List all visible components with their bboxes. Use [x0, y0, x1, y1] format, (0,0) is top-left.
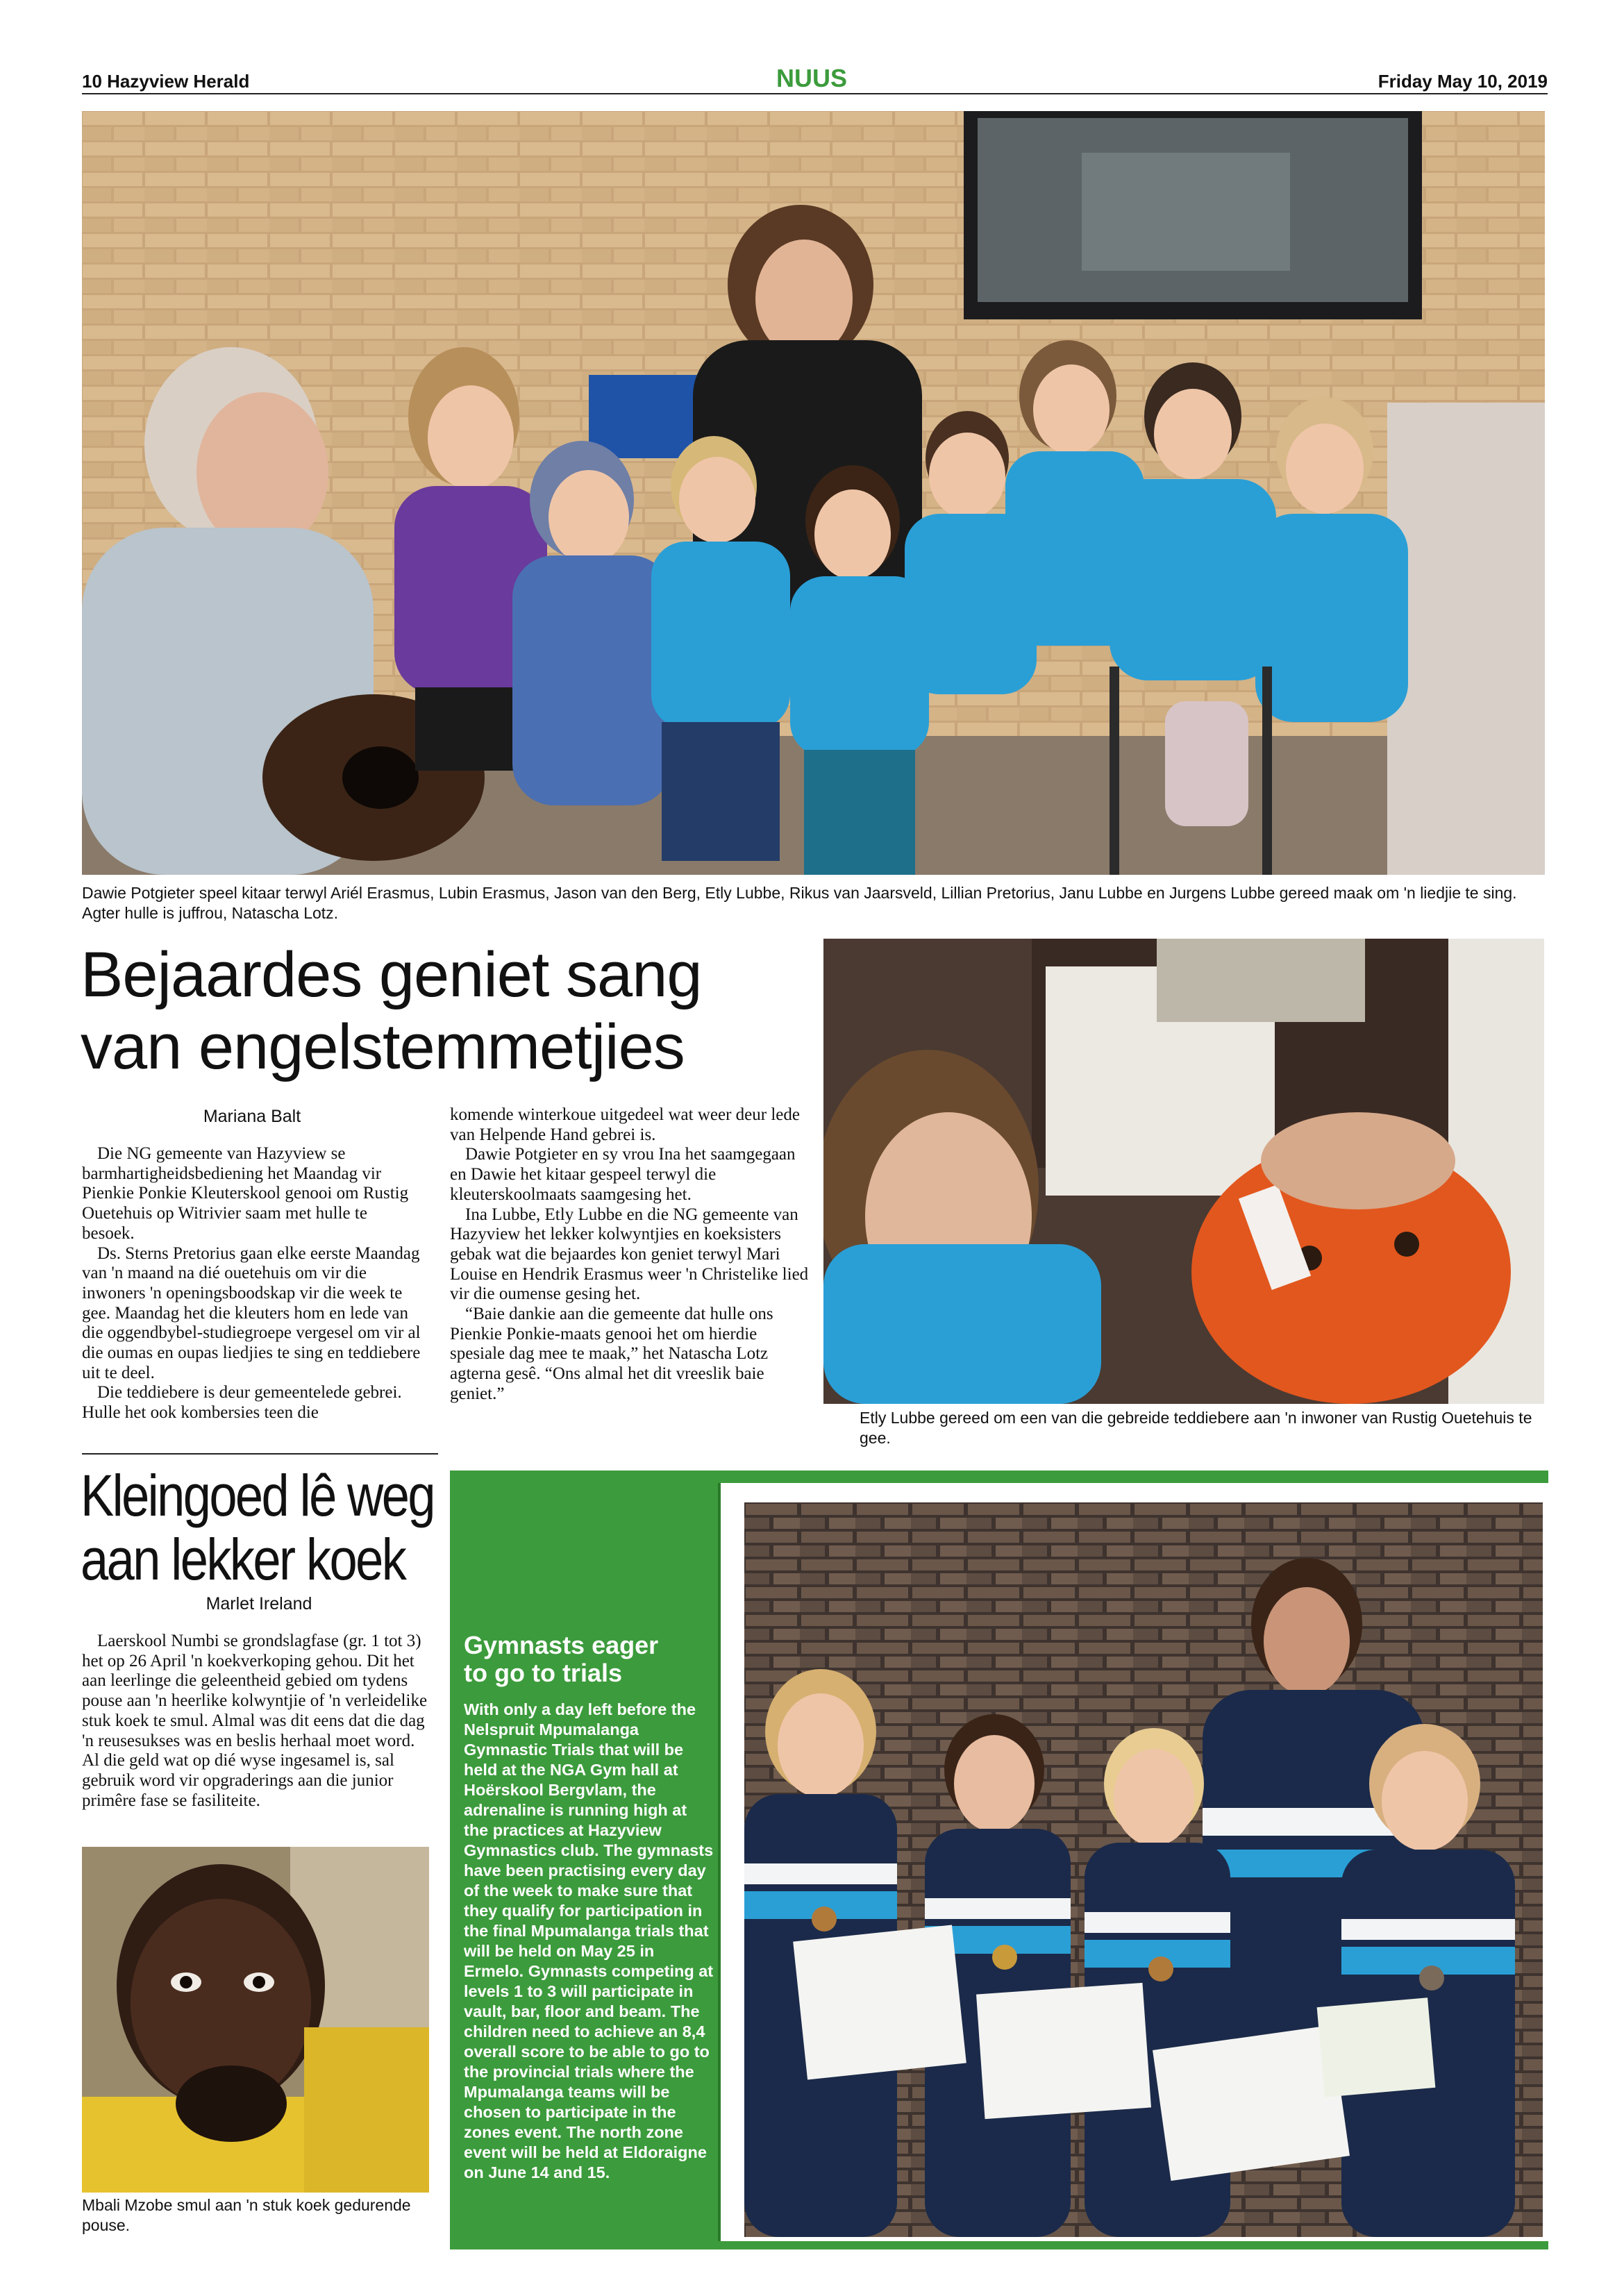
article2-headline-line2: aan lekker koek — [81, 1527, 405, 1592]
main-photo-caption: Dawie Potgieter speel kitaar terwyl Ariél Erasmus, Lubin Erasmus, Jason van den Berg, Etly Lubbe, Rikus van Jaarsveld, Lillian Pretorius, Janu Lubbe en Jurgens Lubbe gereed maak om 'n liedjie te sing. Agter hulle is juffrou, Natascha Lotz. — [82, 884, 1517, 922]
article1-headline — [81, 939, 830, 1083]
teddy-photo-illustration — [823, 939, 1544, 1404]
gymnasts-headline-line2: to go to trials — [464, 1659, 622, 1687]
main-photo-illustration — [82, 111, 1545, 875]
page-number-publication: 10 Hazyview Herald — [82, 71, 250, 92]
teddy-bear-photo — [823, 939, 1544, 1404]
gymnasts-body: With only a day left before the Nelspruit Mpumalanga Gymnastic Trials that will be held at the NGA Gym hall at Hoërskool Bergvlam, the adrenaline is running high at the practices at Hazyview Gymnastics club. The gymnasts have been practising every day of the week to make sure that they qualify for participation in the final Mpumalanga trials that will be held on May 25 in Ermelo. Gymnasts competing at levels 1 to 3 will participate in vault, bar, floor and beam. The children need to achieve an 8,4 overall score to be able to go to the provincial trials where the Mpumalanga teams will be chosen to participate in the zones event. The north zone event will be held at Eldoraigne on June 14 and 15. — [464, 1700, 714, 2181]
gymnasts-photo — [744, 1502, 1543, 2237]
article1-column1 — [82, 1144, 422, 1423]
boy-photo-caption: Mbali Mzobe smul aan 'n stuk koek gedurende pouse. — [82, 2196, 411, 2234]
boy-eating-cake-photo — [82, 1847, 429, 2193]
article1-paragraph: Ds. Sterns Pretorius gaan elke eerste Maandag van 'n maand na dié ouetehuis om vir die inwoners 'n openingsboodskap vir die week te gee. Maandag het die kleuters hom en lede van die oggendbybel-studiegroepe vergesel om vir al die oumas en oupas liedjies te sing en teddiebere uit te deel. — [82, 1243, 421, 1382]
teddy-photo-caption: Etly Lubbe gereed om een van die gebreide teddiebere aan 'n inwoner van Rustig Ouetehuis te gee. — [860, 1409, 1532, 1447]
article1-column2 — [450, 1105, 811, 1405]
article1-byline: Mariana Balt — [203, 1107, 301, 1126]
article1-paragraph: Dawie Potgieter en sy vrou Ina het saamgegaan en Dawie het kitaar gespeel terwyl die kleuterskoolmaats saamgesing het. — [450, 1145, 796, 1204]
gymnasts-headline — [464, 1632, 714, 1687]
header-rule — [82, 93, 1548, 94]
article2-byline: Marlet Ireland — [206, 1594, 312, 1614]
issue-date: Friday May 10, 2019 — [1378, 71, 1548, 92]
section-label: NUUS — [776, 64, 848, 92]
article1-paragraph: komende winterkoue uitgedeel wat weer deur lede van Helpende Hand gebrei is. — [450, 1105, 800, 1144]
gymnasts-headline-line1: Gymnasts eager — [464, 1631, 659, 1659]
main-photo-children-singing — [82, 111, 1545, 875]
section-divider — [82, 1453, 438, 1455]
article1-headline-line2: van engelstemmetjies — [81, 1012, 685, 1082]
article2-paragraph: Laerskool Numbi se grondslagfase (gr. 1 tot 3) het op 26 April 'n koekverkoping gehou. Dit het aan leerlinge die geleentheid gebied om tydens pouse aan 'n heerlike kolwyntjie of 'n verleidelike stuk koek te smul. Almal was dit eens dat die dag 'n reusesukses was en beslis herhaal moet word. Al die geld wat op dié wyse ingesamel is, sal gebruik word vir opgraderings aan die junior primêre fase se fasiliteite. — [82, 1632, 428, 1810]
article1-paragraph: “Baie dankie aan die gemeente dat hulle ons Pienkie Ponkie-maats genooi het om hierdie spesiale dag mee te maak,” het Natascha Lotz agterna gesê. “Ons almal het dit vreeslik baie geniet.” — [450, 1305, 773, 1403]
article1-paragraph: Die teddiebere is deur gemeentelede gebrei. Hulle het ook kombersies teen die — [82, 1383, 402, 1423]
article2-body — [82, 1632, 435, 1811]
article1-headline-line1: Bejaardes geniet sang — [81, 939, 702, 1010]
article2-headline — [81, 1464, 434, 1591]
article1-paragraph: Die NG gemeente van Hazyview se barmhartigheidsbediening het Maandag vir Pienkie Ponkie Kleuterskool genooi om Rustig Ouetehuis op Witrivier saam met hulle te besoek. — [82, 1144, 409, 1243]
boy-photo-illustration — [82, 1847, 429, 2193]
article2-headline-line1: Kleingoed lê weg — [81, 1463, 434, 1528]
gymnasts-photo-illustration — [744, 1502, 1543, 2237]
gymnasts-panel-edge — [718, 1483, 721, 2241]
article1-paragraph: Ina Lubbe, Etly Lubbe en die NG gemeente van Hazyview het lekker kolwyntjies en koeksisters gebak wat die bejaardes kon geniet terwyl Mari Louise en Hendrik Erasmus weer 'n Christelike lied vir die oumense gesing het. — [450, 1205, 809, 1304]
